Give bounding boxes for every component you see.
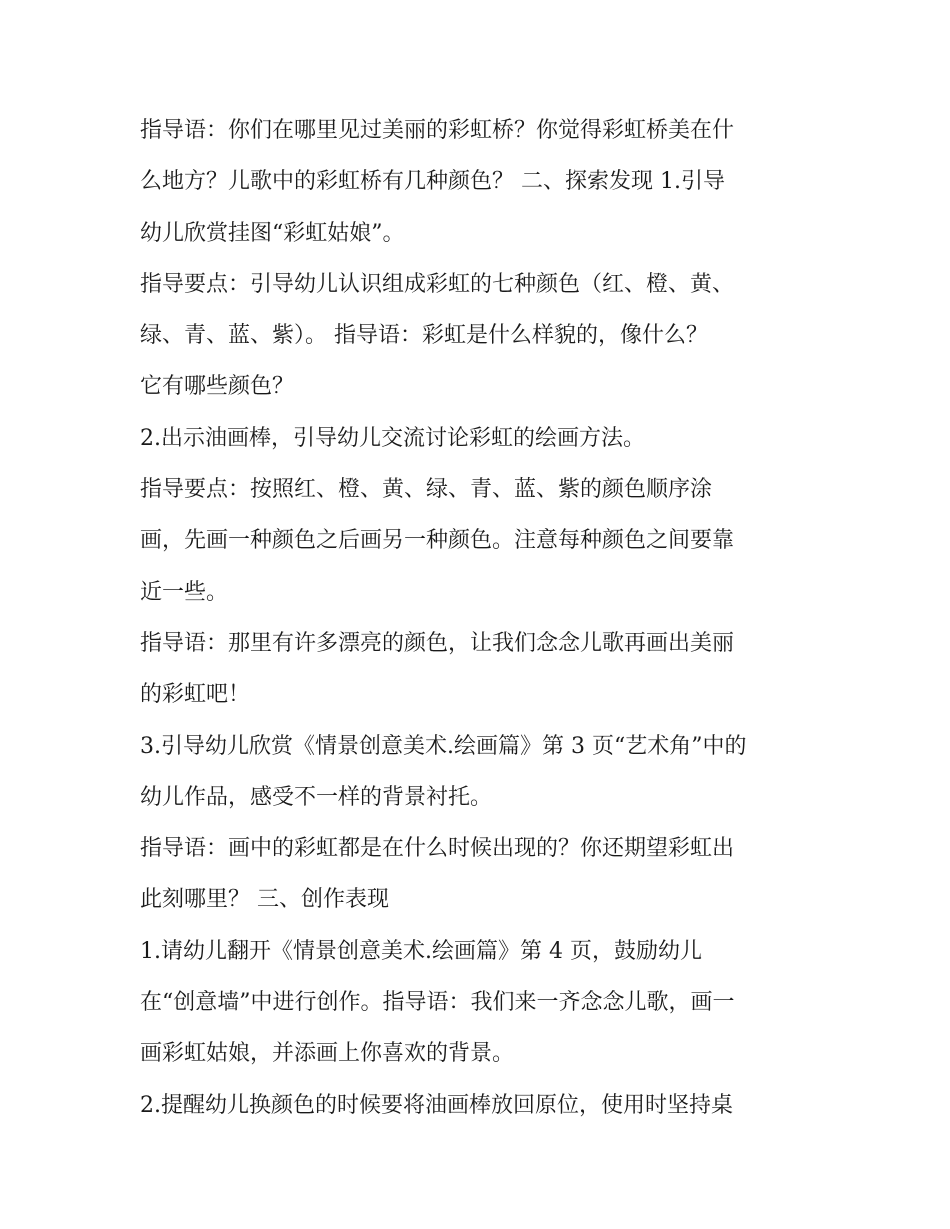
text-line: 幼儿作品，感受不一样的背景衬托。	[140, 784, 493, 810]
text-line: 指导语：画中的彩虹都是在什么时候出现的？你还期望彩虹出	[140, 836, 735, 862]
text-line: 么地方？儿歌中的彩虹桥有几种颜色？ 二、探索发现 1.引导	[140, 169, 725, 195]
text-line: 1.请幼儿翻开《情景创意美术.绘画篇》第 4 页，鼓励幼儿	[140, 938, 702, 964]
text-line: 的彩虹吧！	[140, 682, 251, 708]
text-line: 幼儿欣赏挂图“彩虹姑娘”。	[140, 220, 405, 246]
text-line: 它有哪些颜色？	[140, 374, 295, 400]
text-line: 2.提醒幼儿换颜色的时候要将油画棒放回原位，使用时坚持桌	[140, 1092, 733, 1118]
text-line: 绿、青、蓝、紫）。 指导语：彩虹是什么样貌的，像什么？	[140, 323, 708, 349]
document-body	[140, 105, 820, 1131]
text-line: 指导语：你们在哪里见过美丽的彩虹桥？你觉得彩虹桥美在什	[140, 118, 735, 143]
text-line: 画彩虹姑娘，并添画上你喜欢的背景。	[140, 1041, 515, 1067]
text-line: 指导要点：按照红、橙、黄、绿、青、蓝、紫的颜色顺序涂	[140, 477, 713, 503]
text-line: 在“创意墙”中进行创作。指导语：我们来一齐念念儿歌，画一	[140, 990, 735, 1016]
text-line: 画，先画一种颜色之后画另一种颜色。注意每种颜色之间要靠	[140, 528, 735, 554]
text-line: 指导语：那里有许多漂亮的颜色，让我们念念儿歌再画出美丽	[140, 630, 735, 656]
text-line: 2.出示油画棒，引导幼儿交流讨论彩虹的绘画方法。	[140, 425, 645, 451]
text-line: 近一些。	[140, 579, 229, 605]
text-line: 3.引导幼儿欣赏《情景创意美术.绘画篇》第 3 页“艺术角”中的	[140, 733, 747, 759]
text-line: 指导要点：引导幼儿认识组成彩虹的七种颜色（红、橙、黄、	[140, 271, 735, 297]
text-line: 此刻哪里？ 三、创作表现	[140, 887, 389, 913]
